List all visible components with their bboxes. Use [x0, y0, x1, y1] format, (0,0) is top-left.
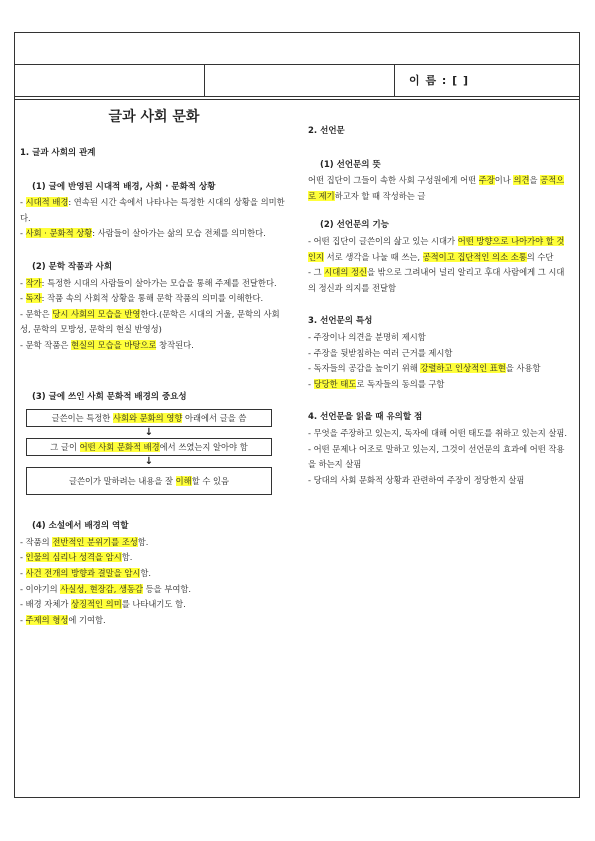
para-s3-p3: - 독자들의 공감을 높이기 위해 강렬하고 인상적인 표현을 사용함: [308, 363, 541, 374]
name-field[interactable]: 이 름 : [ ]: [409, 74, 470, 87]
section-2-heading: 2. 선언문: [308, 126, 345, 136]
para-s1-2-p1: - 작가: 특정한 시대의 사람들이 살아가는 모습을 통해 주제를 전달한다.: [20, 277, 277, 288]
flow-box-1: 글쓴이는 특정한 사회와 문화의 영향 아래에서 글을 씀: [26, 409, 272, 427]
section-4-heading: 4. 선언문을 읽을 때 유의할 점: [308, 412, 423, 423]
para-s4-p1: - 무엇을 주장하고 있는지, 독자에 대해 어떤 태도를 취하고 있는지 살핌.: [308, 427, 568, 438]
para-s1-4-p5: - 배경 자체가 상징적인 의미를 나타내기도 함.: [20, 599, 186, 610]
arrow-down-icon: ↓: [144, 456, 154, 468]
para-s1-4-p2: - 인물의 심리나 성격을 암시함.: [20, 552, 133, 563]
para-s2-2-p2: - 그 시대의 정신을 밖으로 그려내어 널리 알리고 후대 사람에게 그 시대의 정신과 의지를 전달함: [308, 267, 565, 293]
header-cell-1: [15, 65, 205, 96]
para-s1-2-p4: - 문학 작품은 현실의 모습을 바탕으로 창작된다.: [20, 339, 194, 350]
para-s1-1-p1: - 시대적 배경: 연속된 시간 속에서 나타나는 특정한 시대의 상황을 의미한다.: [20, 197, 285, 223]
left-column: [20, 108, 288, 628]
header-divider: [15, 99, 579, 100]
para-s2-1-p1: 어떤 집단이 그들이 속한 사회 구성원에게 어떤 주장이나 의견을 공적으로 제기하고자 할 때 작성하는 글: [308, 175, 565, 201]
para-s3-p1: - 주장이나 의견을 분명히 제시함: [308, 331, 426, 342]
arrow-down-icon: ↓: [144, 427, 154, 439]
para-s3-p4: - 당당한 태도로 독자들의 동의를 구함: [308, 378, 445, 389]
para-s1-4-p3: - 사건 전개의 방향과 결말을 암시함.: [20, 567, 152, 578]
header-row-info: [15, 65, 579, 97]
para-s4-p2: - 어떤 문제나 어조로 말하고 있는지, 그것이 선언문의 효과에 어떤 작용을 하는지 살핌: [308, 443, 565, 470]
section-1-4-heading: (4) 소설에서 배경의 역할: [32, 521, 129, 532]
right-column: [308, 124, 568, 488]
para-s2-2-p1: - 어떤 집단이 글쓴이의 삶고 있는 시대가 어떤 방향으로 나아가야 할 것인지 서로 생각을 나눌 때 쓰는, 공적이고 집단적인 의소 소통의 수단: [308, 235, 565, 262]
section-2-1-heading: (1) 선언문의 뜻: [320, 159, 381, 170]
para-s3-p2: - 주장을 뒷받침하는 여러 근거를 제시함: [308, 347, 453, 358]
para-s4-p3: - 당대의 사회 문화적 상황과 관련하여 주장이 정당한지 살핌: [308, 474, 525, 485]
header-row-top: [15, 33, 579, 65]
section-1-1-heading: (1) 글에 반영된 시대적 배경, 사회 · 문화적 상황: [32, 181, 216, 192]
header-cell-2: [205, 65, 395, 96]
section-3-heading: 3. 선언문의 특성: [308, 316, 373, 327]
para-s1-2-p2: - 독자: 작품 속의 사회적 상황을 통해 문학 작품의 의미를 이해한다.: [20, 293, 264, 304]
para-s1-4-p4: - 이야기의 사실성, 현장감, 생동감 등을 부여함.: [20, 583, 192, 594]
background-flow-diagram: [26, 409, 272, 495]
section-2-2-heading: (2) 선언문의 기능: [320, 220, 389, 231]
para-s1-4-p1: - 작품의 전반적인 분위기를 조성함.: [20, 536, 149, 547]
flow-box-2: 그 글이 어떤 사회 문화적 배경에서 쓰였는지 알아야 함: [26, 438, 272, 456]
para-s1-4-p6: - 주제의 형성에 기여함.: [20, 614, 106, 625]
para-s1-2-p3: - 문학은 당시 사회의 모습을 반영한다.(문학은 시대의 거울, 문학의 사회성, 문학의 모방성, 문학의 현실 반영성): [20, 308, 280, 335]
flow-box-3: 글쓴이가 말하려는 내용을 잘 이해할 수 있음: [26, 467, 272, 495]
section-1-3-heading: (3) 글에 쓰인 사회 문화적 배경의 중요성: [32, 391, 187, 402]
para-s1-1-p2: - 사회 · 문화적 상황: 사람들이 살아가는 삶의 모습 전체를 의미한다.: [20, 228, 266, 239]
section-1-heading: 1. 글과 사회의 관계: [20, 148, 96, 158]
section-1-2-heading: (2) 문학 작품과 사회: [32, 261, 113, 272]
page-title: 글과 사회 문화: [108, 109, 200, 125]
